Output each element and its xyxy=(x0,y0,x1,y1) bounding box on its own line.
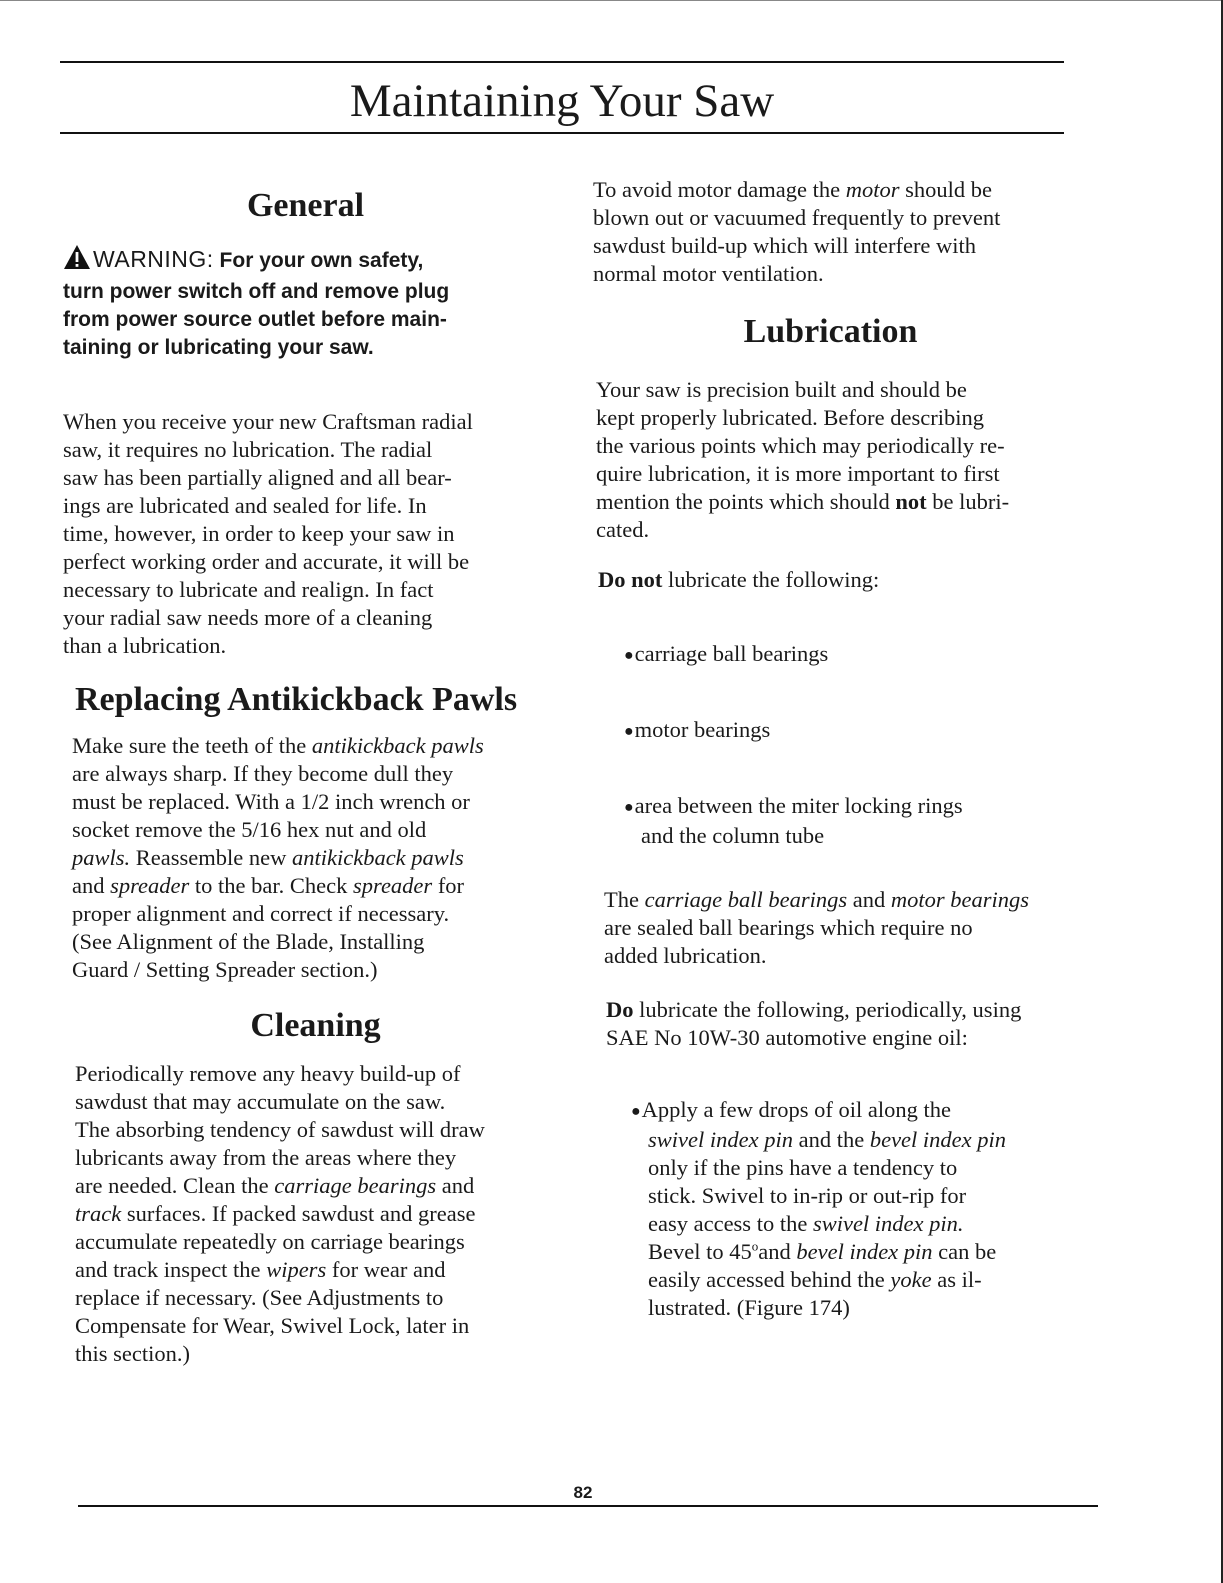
general-paragraph xyxy=(63,408,563,660)
scan-edge-top xyxy=(0,0,1223,1)
apply-line xyxy=(648,1126,1093,1154)
text: and xyxy=(758,1239,797,1264)
text: are needed. Clean the xyxy=(75,1173,275,1198)
pawls-line: (See Alignment of the Blade, Installing xyxy=(72,929,425,954)
apply-line xyxy=(631,1096,1093,1126)
motor-line: normal motor ventilation. xyxy=(593,261,824,286)
emphasis-do-not: Do not xyxy=(598,567,663,592)
text: and the xyxy=(792,1127,870,1152)
cleaning-line: Periodically remove any heavy build-up of xyxy=(75,1061,461,1086)
motor-line: blown out or vacuumed frequently to prevent xyxy=(593,205,1001,230)
term-carriage-bearings: carriage bearings xyxy=(274,1173,437,1198)
term-yoke: yoke xyxy=(890,1267,932,1292)
do-not-lubricate-line xyxy=(598,566,1093,594)
general-line: perfect working order and accurate, it will be xyxy=(63,549,470,574)
degree-sup: o xyxy=(751,1238,759,1254)
bullet-dot-icon: ● xyxy=(624,647,634,664)
apply-line xyxy=(648,1210,1093,1238)
term-antikickback-pawls: antikickback pawls xyxy=(291,845,464,870)
cleaning-line: Compensate for Wear, Swivel Lock, later in xyxy=(75,1313,470,1338)
text: and track inspect the xyxy=(75,1257,267,1282)
text: lubricate the following, periodically, using xyxy=(633,997,1022,1022)
cleaning-line: The absorbing tendency of sawdust will draw xyxy=(75,1117,485,1142)
apply-line: lustrated. (Figure 174) xyxy=(648,1295,850,1320)
pawls-paragraph xyxy=(72,732,563,984)
term-antikickback-pawls: antikickback pawls xyxy=(311,733,484,758)
warning-label: WARNING: xyxy=(93,246,214,272)
warning-line-2: turn power switch off and remove plug xyxy=(63,280,450,303)
sealed-line: added lubrication. xyxy=(604,943,767,968)
right-column xyxy=(593,176,1093,1322)
pawls-line: must be replaced. With a 1/2 inch wrench or xyxy=(72,789,470,814)
text: to the bar. Check xyxy=(189,873,354,898)
sealed-line: are sealed ball bearings which require no xyxy=(604,915,973,940)
apply-line: stick. Swivel to in-rip or out-rip for xyxy=(648,1183,967,1208)
warning-block xyxy=(63,244,563,362)
term-motor: motor xyxy=(845,177,900,202)
pawls-heading: Replacing Antikickback Pawls xyxy=(75,681,518,718)
term-bevel-index-pin: bevel index pin xyxy=(796,1239,933,1264)
lubrication-line: kept properly lubricated. Before describing xyxy=(596,405,984,430)
text: The xyxy=(604,887,645,912)
text: should be xyxy=(899,177,992,202)
motor-paragraph xyxy=(593,176,1093,288)
text: To avoid motor damage the xyxy=(593,177,846,202)
general-line: saw has been partially aligned and all bear- xyxy=(63,465,452,490)
pawls-line: are always sharp. If they become dull they xyxy=(72,761,454,786)
text: be lubri- xyxy=(926,489,1010,514)
cleaning-line: accumulate repeatedly on carriage bearings xyxy=(75,1229,465,1254)
pawls-line: proper alignment and correct if necessary. xyxy=(72,901,450,926)
text: and xyxy=(436,1173,475,1198)
text: can be xyxy=(932,1239,997,1264)
motor-line xyxy=(593,176,1093,204)
bullet-text: carriage ball bearings xyxy=(634,641,829,666)
text: for xyxy=(432,873,465,898)
term-spreader: spreader xyxy=(110,873,190,898)
term-carriage-ball-bearings: carriage ball bearings xyxy=(644,887,848,912)
bullet-dot-icon: ● xyxy=(631,1103,641,1120)
general-line: saw, it requires no lubrication. The radial xyxy=(63,437,433,462)
general-line: time, however, in order to keep your saw in xyxy=(63,521,455,546)
lubrication-line: cated. xyxy=(596,517,650,542)
emphasis-not: not xyxy=(895,489,927,514)
cleaning-paragraph xyxy=(75,1060,563,1368)
warning-line-1 xyxy=(63,244,563,278)
apply-continuation xyxy=(648,1126,1093,1322)
title-underline xyxy=(60,132,1064,134)
term-spreader: spreader xyxy=(353,873,433,898)
term-wipers: wipers xyxy=(266,1257,327,1282)
text: easily accessed behind the xyxy=(648,1267,891,1292)
apply-bullet xyxy=(631,1096,1093,1322)
warning-text: For your own safety, xyxy=(213,249,424,272)
cleaning-line xyxy=(75,1172,563,1200)
bullet-continuation: and the column tube xyxy=(641,823,825,848)
warning-line-4: taining or lubricating your saw. xyxy=(63,336,374,359)
cleaning-heading: Cleaning xyxy=(250,1007,381,1044)
lubrication-line: the various points which may periodically re- xyxy=(596,433,1005,458)
warning-line-3: from power source outlet before main- xyxy=(63,308,447,331)
general-line: your radial saw needs more of a cleaning xyxy=(63,605,433,630)
page-number: 82 xyxy=(573,1483,593,1502)
cleaning-line xyxy=(75,1200,563,1228)
cleaning-line: replace if necessary. (See Adjustments to xyxy=(75,1285,444,1310)
text: for wear and xyxy=(326,1257,446,1282)
cleaning-line: lubricants away from the areas where they xyxy=(75,1145,457,1170)
page-title: Maintaining Your Saw xyxy=(349,75,775,127)
term-track: track xyxy=(75,1201,122,1226)
bullet-text: area between the miter locking rings xyxy=(634,793,963,818)
pawls-line xyxy=(72,844,563,872)
sealed-line xyxy=(604,886,1093,914)
general-line: than a lubrication. xyxy=(63,633,227,658)
text: mention the points which should xyxy=(596,489,896,514)
text: Bevel to 45 xyxy=(648,1239,752,1264)
general-line: necessary to lubricate and realign. In fact xyxy=(63,577,434,602)
cleaning-line xyxy=(75,1256,563,1284)
sealed-paragraph xyxy=(604,886,1093,970)
general-heading: General xyxy=(246,187,365,224)
term-motor-bearings: motor bearings xyxy=(890,887,1029,912)
motor-line: sawdust build-up which will interfere with xyxy=(593,233,977,258)
pawls-line: socket remove the 5/16 hex nut and old xyxy=(72,817,427,842)
general-line: When you receive your new Craftsman radial xyxy=(63,409,473,434)
text: Make sure the teeth of the xyxy=(72,733,312,758)
bullet-dot-icon: ● xyxy=(624,799,634,816)
general-line: ings are lubricated and sealed for life. In xyxy=(63,493,427,518)
lubrication-line: quire lubrication, it is more important to first xyxy=(596,461,1000,486)
left-column xyxy=(63,186,563,1368)
term-swivel-index-pin: swivel index pin. xyxy=(812,1211,964,1236)
top-rule xyxy=(60,61,1064,63)
pawls-line xyxy=(72,872,563,900)
lubrication-line xyxy=(596,488,1093,516)
warning-triangle-icon xyxy=(63,244,91,278)
apply-line xyxy=(648,1238,1093,1266)
text: surfaces. If packed sawdust and grease xyxy=(121,1201,476,1226)
lubrication-heading: Lubrication xyxy=(743,313,918,350)
lubrication-line: Your saw is precision built and should be xyxy=(596,377,967,402)
text: easy access to the xyxy=(648,1211,813,1236)
do-lubricate-paragraph xyxy=(606,996,1093,1052)
cleaning-line: sawdust that may accumulate on the saw. xyxy=(75,1089,446,1114)
pawls-line xyxy=(72,732,563,760)
lubrication-intro xyxy=(596,376,1093,544)
text: and xyxy=(847,887,891,912)
emphasis-do: Do xyxy=(606,997,634,1022)
bullet-item xyxy=(624,640,1093,670)
bottom-rule xyxy=(78,1505,1098,1507)
apply-line: only if the pins have a tendency to xyxy=(648,1155,958,1180)
term-swivel-index-pin: swivel index pin xyxy=(648,1127,793,1152)
do-line: SAE No 10W-30 automotive engine oil: xyxy=(606,1025,968,1050)
bullet-item xyxy=(624,792,1093,822)
pawls-line: Guard / Setting Spreader section.) xyxy=(72,957,378,982)
apply-line xyxy=(648,1266,1093,1294)
bullet-text: Apply a few drops of oil along the xyxy=(641,1097,951,1122)
cleaning-line: this section.) xyxy=(75,1341,190,1366)
text: as il- xyxy=(931,1267,982,1292)
text: and xyxy=(72,873,111,898)
text: lubricate the following: xyxy=(662,567,880,592)
term-pawls: pawls. xyxy=(72,845,131,870)
do-line xyxy=(606,996,1093,1024)
bullet-dot-icon: ● xyxy=(624,723,634,740)
text: Reassemble new xyxy=(130,845,292,870)
bullet-text: motor bearings xyxy=(634,717,771,742)
term-bevel-index-pin: bevel index pin xyxy=(869,1127,1007,1152)
bullet-item xyxy=(624,716,1093,746)
